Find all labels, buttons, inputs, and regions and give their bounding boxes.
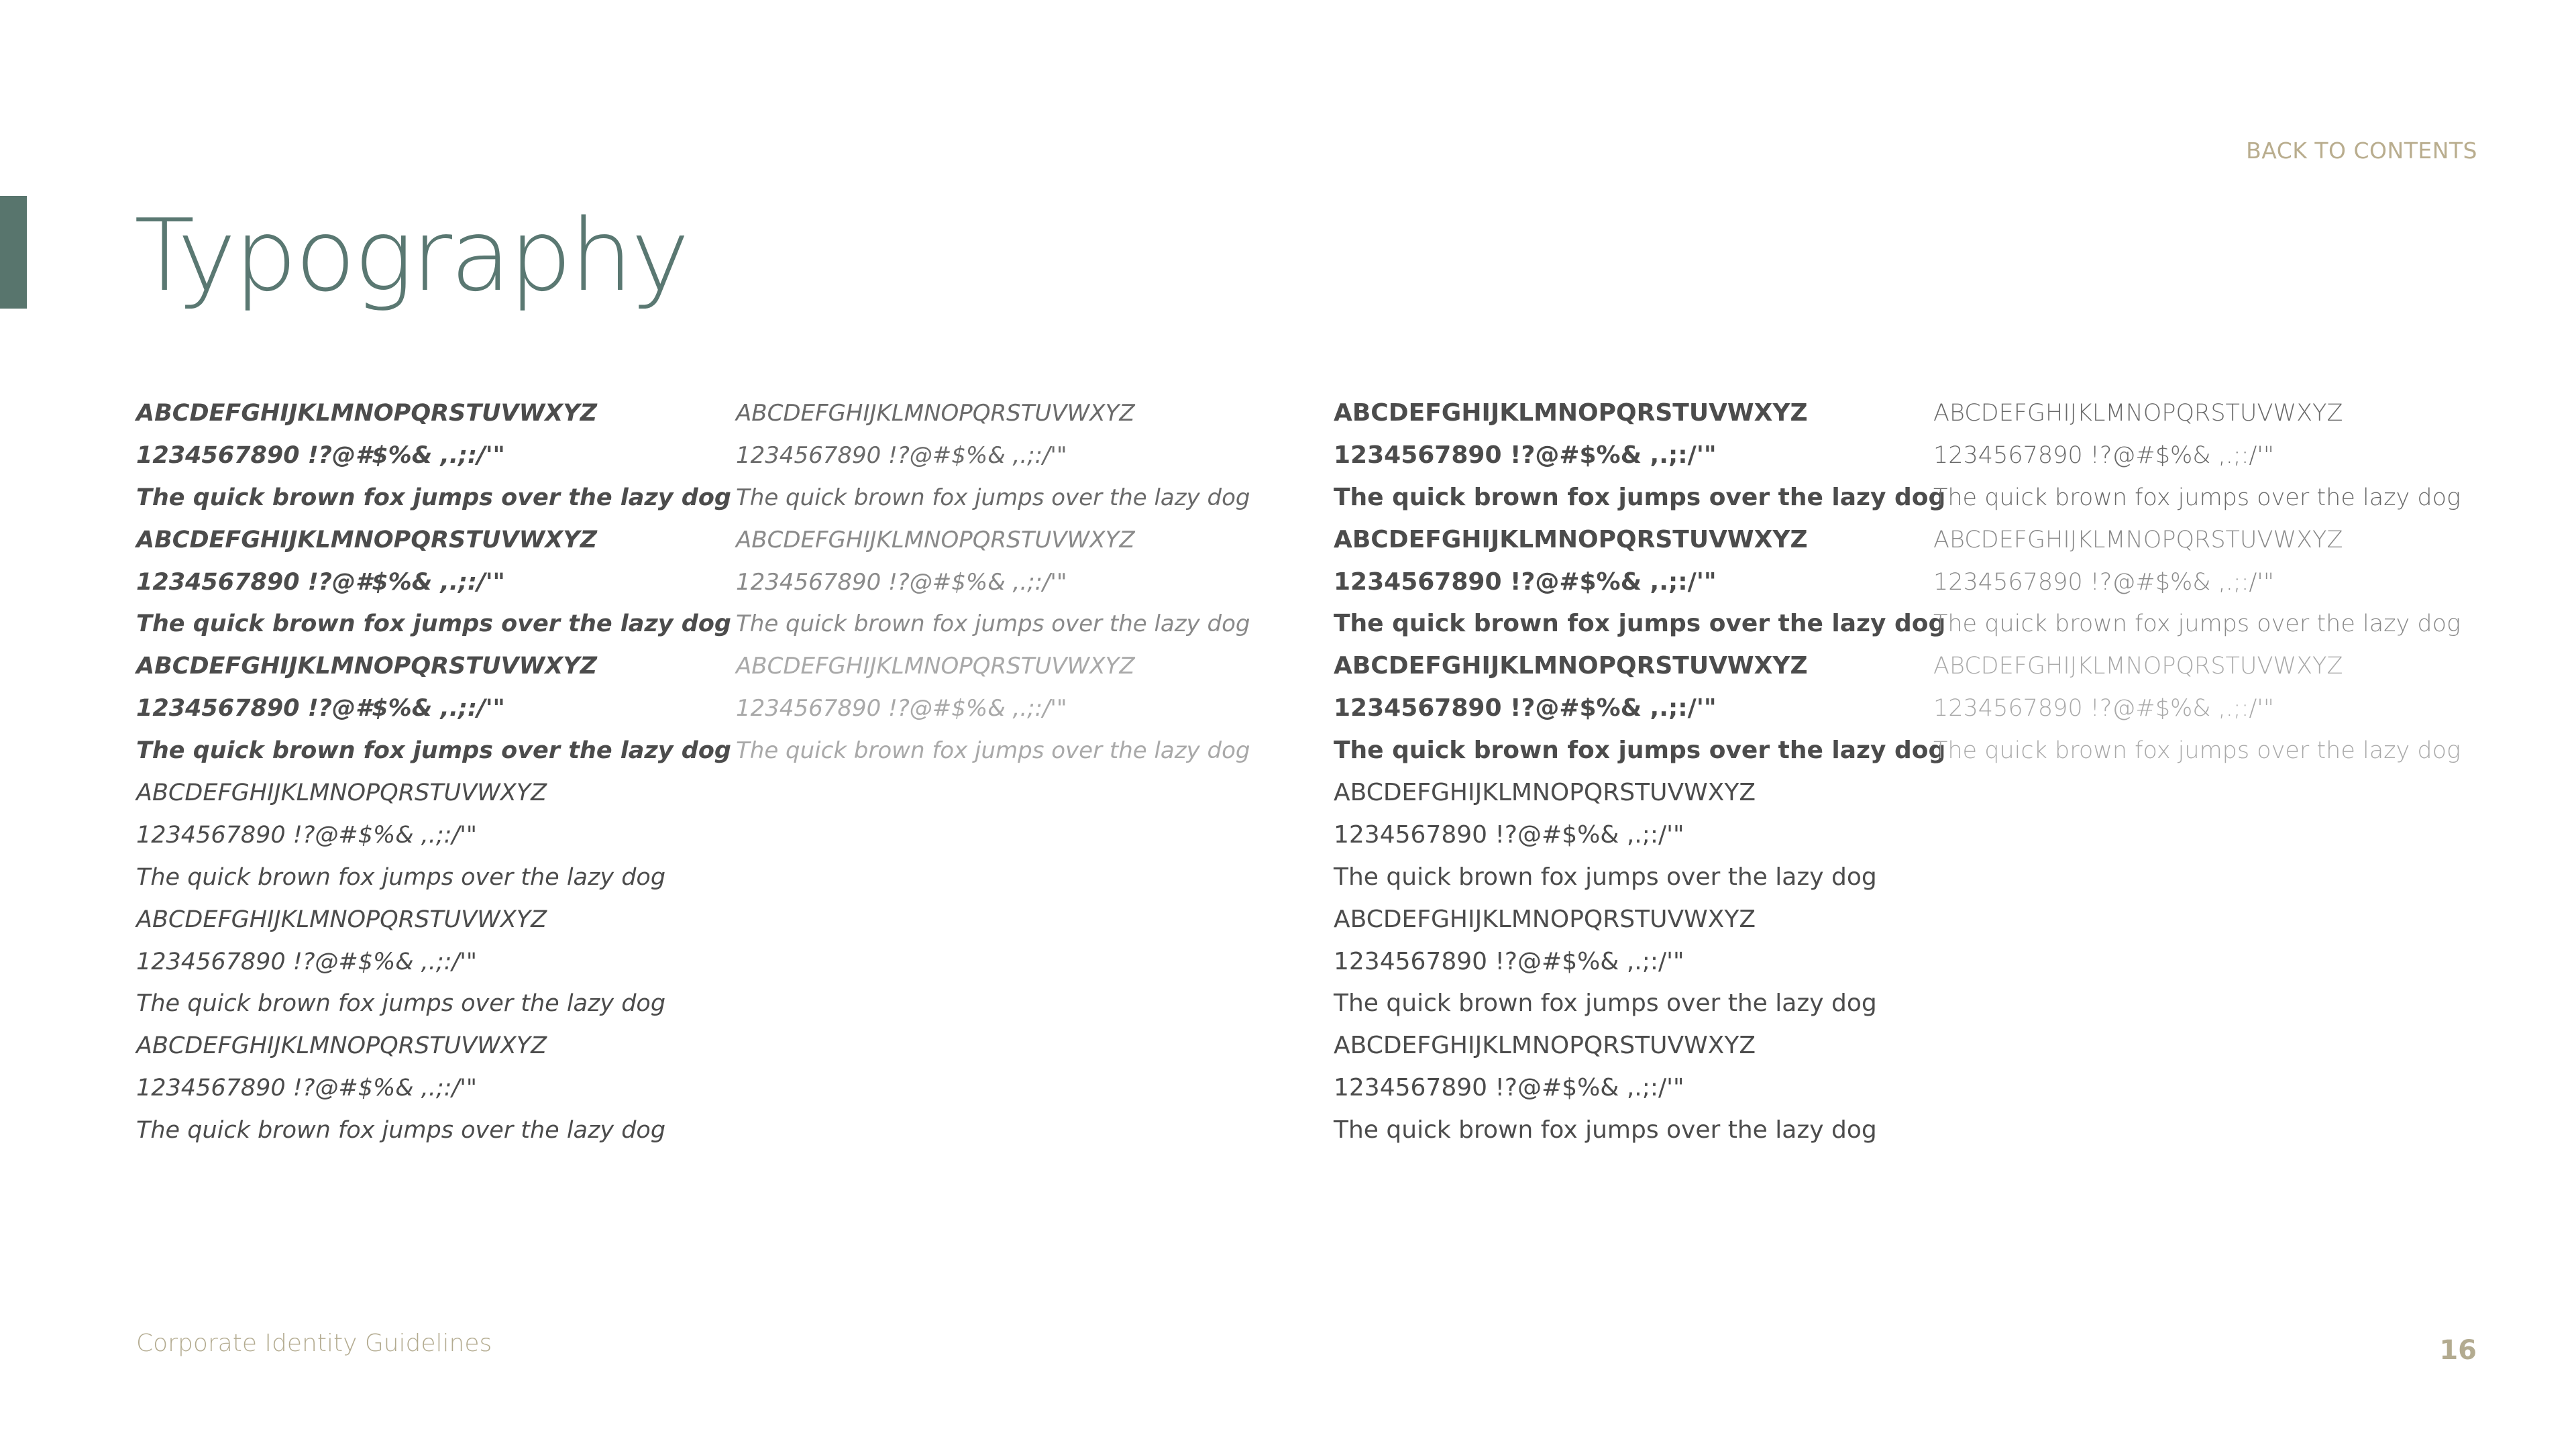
specimen-uppercase: ABCDEFGHIJKLMNOPQRSTUVWXYZ bbox=[1334, 905, 1756, 933]
specimen-pangram: The quick brown fox jumps over the lazy dog bbox=[1334, 610, 1946, 638]
italic-heavy-column bbox=[136, 392, 731, 1152]
specimen-pangram: The quick brown fox jumps over the lazy dog bbox=[1933, 737, 2461, 765]
specimen-pangram: The quick brown fox jumps over the lazy dog bbox=[136, 737, 731, 765]
specimen-numerals: 1234567890 !?@#$%& ,.;:/'" bbox=[736, 695, 1067, 722]
specimen-uppercase: ABCDEFGHIJKLMNOPQRSTUVWXYZ bbox=[136, 400, 597, 427]
specimen-uppercase: ABCDEFGHIJKLMNOPQRSTUVWXYZ bbox=[136, 780, 547, 807]
specimen-uppercase: ABCDEFGHIJKLMNOPQRSTUVWXYZ bbox=[136, 1032, 547, 1060]
specimen-uppercase: ABCDEFGHIJKLMNOPQRSTUVWXYZ bbox=[1933, 653, 2343, 680]
specimen-numerals: 1234567890 !?@#$%& ,.;:/'" bbox=[1334, 568, 1717, 596]
specimen-pangram: The quick brown fox jumps over the lazy dog bbox=[736, 484, 1250, 511]
roman-heavy-column bbox=[1334, 392, 1945, 1152]
specimen-numerals: 1234567890 !?@#$%& ,.;:/'" bbox=[736, 441, 1067, 469]
specimen-pangram: The quick brown fox jumps over the lazy dog bbox=[136, 1117, 666, 1144]
specimen-uppercase: ABCDEFGHIJKLMNOPQRSTUVWXYZ bbox=[736, 526, 1135, 553]
specimen-pangram: The quick brown fox jumps over the lazy dog bbox=[136, 990, 666, 1018]
specimen-uppercase: ABCDEFGHIJKLMNOPQRSTUVWXYZ bbox=[1933, 526, 2343, 553]
specimen-numerals: 1234567890 !?@#$%& ,.;:/'" bbox=[1334, 441, 1717, 469]
specimen-numerals: 1234567890 !?@#$%& ,.;:/'" bbox=[136, 1075, 478, 1102]
specimen-numerals: 1234567890 !?@#$%& ,.;:/'" bbox=[1933, 695, 2275, 722]
specimen-uppercase: ABCDEFGHIJKLMNOPQRSTUVWXYZ bbox=[736, 653, 1135, 680]
specimen-pangram: The quick brown fox jumps over the lazy dog bbox=[736, 610, 1250, 638]
accent-bar bbox=[0, 196, 27, 309]
specimen-pangram: The quick brown fox jumps over the lazy dog bbox=[136, 610, 731, 638]
specimen-pangram: The quick brown fox jumps over the lazy dog bbox=[1933, 484, 2461, 511]
specimen-uppercase: ABCDEFGHIJKLMNOPQRSTUVWXYZ bbox=[1334, 779, 1756, 807]
specimen-pangram: The quick brown fox jumps over the lazy dog bbox=[1933, 610, 2461, 638]
specimen-uppercase: ABCDEFGHIJKLMNOPQRSTUVWXYZ bbox=[1933, 400, 2343, 427]
specimen-uppercase: ABCDEFGHIJKLMNOPQRSTUVWXYZ bbox=[1334, 652, 1808, 680]
specimen-uppercase: ABCDEFGHIJKLMNOPQRSTUVWXYZ bbox=[736, 400, 1135, 427]
specimen-numerals: 1234567890 !?@#$%& ,.;:/'" bbox=[1334, 1074, 1684, 1102]
specimen-pangram: The quick brown fox jumps over the lazy dog bbox=[136, 863, 666, 891]
specimen-numerals: 1234567890 !?@#$%& ,.;:/'" bbox=[136, 821, 478, 849]
specimen-pangram: The quick brown fox jumps over the lazy dog bbox=[1334, 863, 1877, 891]
specimen-uppercase: ABCDEFGHIJKLMNOPQRSTUVWXYZ bbox=[136, 526, 597, 553]
specimen-numerals: 1234567890 !?@#$%& ,.;:/'" bbox=[1334, 947, 1684, 975]
specimen-numerals: 1234567890 !?@#$%& ,.;:/'" bbox=[1334, 694, 1717, 722]
italic-light-column bbox=[736, 392, 1250, 772]
footer-document-title: Corporate Identity Guidelines bbox=[136, 1330, 492, 1357]
specimen-pangram: The quick brown fox jumps over the lazy dog bbox=[1334, 737, 1946, 765]
specimen-numerals: 1234567890 !?@#$%& ,.;:/'" bbox=[736, 568, 1067, 596]
page-title: Typography bbox=[134, 198, 688, 313]
specimen-numerals: 1234567890 !?@#$%& ,.;:/'" bbox=[136, 568, 505, 596]
specimen-numerals: 1234567890 !?@#$%& ,.;:/'" bbox=[136, 695, 505, 722]
specimen-pangram: The quick brown fox jumps over the lazy dog bbox=[1334, 483, 1946, 511]
specimen-uppercase: ABCDEFGHIJKLMNOPQRSTUVWXYZ bbox=[1334, 1032, 1756, 1060]
specimen-pangram: The quick brown fox jumps over the lazy dog bbox=[736, 737, 1250, 765]
specimen-uppercase: ABCDEFGHIJKLMNOPQRSTUVWXYZ bbox=[136, 906, 547, 933]
specimen-pangram: The quick brown fox jumps over the lazy dog bbox=[1334, 1116, 1877, 1144]
specimen-numerals: 1234567890 !?@#$%& ,.;:/'" bbox=[136, 948, 478, 975]
specimen-numerals: 1234567890 !?@#$%& ,.;:/'" bbox=[1933, 441, 2275, 469]
roman-light-column bbox=[1933, 392, 2461, 772]
specimen-numerals: 1234567890 !?@#$%& ,.;:/'" bbox=[1334, 820, 1684, 849]
specimen-numerals: 1234567890 !?@#$%& ,.;:/'" bbox=[136, 441, 505, 469]
specimen-pangram: The quick brown fox jumps over the lazy dog bbox=[1334, 989, 1877, 1018]
specimen-numerals: 1234567890 !?@#$%& ,.;:/'" bbox=[1933, 568, 2275, 596]
specimen-uppercase: ABCDEFGHIJKLMNOPQRSTUVWXYZ bbox=[1334, 525, 1808, 553]
specimen-uppercase: ABCDEFGHIJKLMNOPQRSTUVWXYZ bbox=[136, 653, 597, 680]
specimen-pangram: The quick brown fox jumps over the lazy dog bbox=[136, 484, 731, 511]
back-to-contents-link[interactable]: BACK TO CONTENTS bbox=[2246, 138, 2477, 164]
specimen-uppercase: ABCDEFGHIJKLMNOPQRSTUVWXYZ bbox=[1334, 399, 1808, 427]
page-number: 16 bbox=[2439, 1335, 2477, 1366]
